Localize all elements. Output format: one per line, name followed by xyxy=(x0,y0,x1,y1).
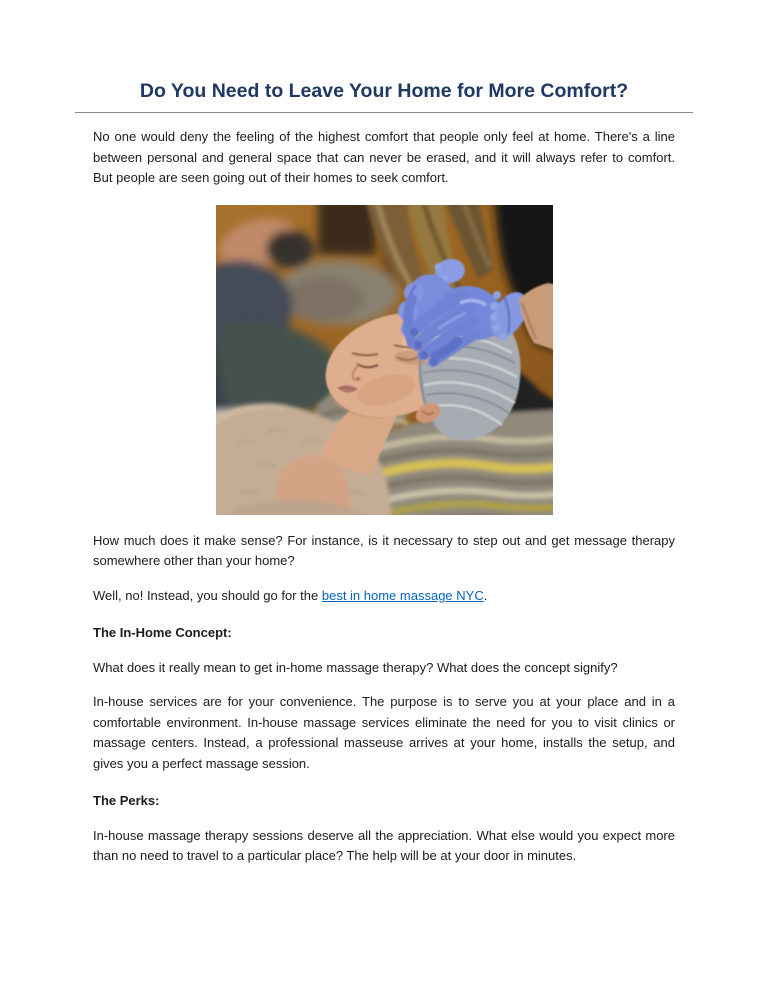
in-home-massage-link[interactable]: best in home massage NYC xyxy=(321,587,484,603)
link-paragraph xyxy=(93,586,675,607)
question-paragraph: How much does it make sense? For instance, is it necessary to step out and get message therapy somewhere other than your home? xyxy=(93,532,675,568)
concept-body-paragraph: In-house services are for your convenience. The purpose is to serve you at your place and in a comfortable environment. In-house massage services eliminate the need for you to visit clinics or massage centers. Instead, a professional masseuse arrives at your home, installs the setup, and gives you a perfect massage session. xyxy=(93,694,675,771)
link-sentence-prefix: Well, no! Instead, you should go for the xyxy=(93,587,322,603)
section-heading-in-home-concept: The In-Home Concept: xyxy=(93,625,232,640)
section-heading-perks: The Perks: xyxy=(93,793,160,808)
article-image xyxy=(216,205,553,515)
intro-paragraph: No one would deny the feeling of the highest comfort that people only feel at home. There's a line between personal and general space that can never be erased, and it will always refer to comfort. But people are seen going out of their homes to seek comfort. xyxy=(93,129,675,185)
link-sentence-suffix: . xyxy=(483,587,488,603)
concept-question-paragraph: What does it really mean to get in-home massage therapy? What does the concept signify? xyxy=(93,659,618,675)
massage-photo-illustration xyxy=(216,205,553,515)
article-body xyxy=(93,127,675,867)
perks-body-paragraph: In-house massage therapy sessions deserve all the appreciation. What else would you expect more than no need to travel to a particular place? The help will be at your door in minutes. xyxy=(93,827,675,863)
page-title: Do You Need to Leave Your Home for More Comfort? xyxy=(75,78,693,113)
